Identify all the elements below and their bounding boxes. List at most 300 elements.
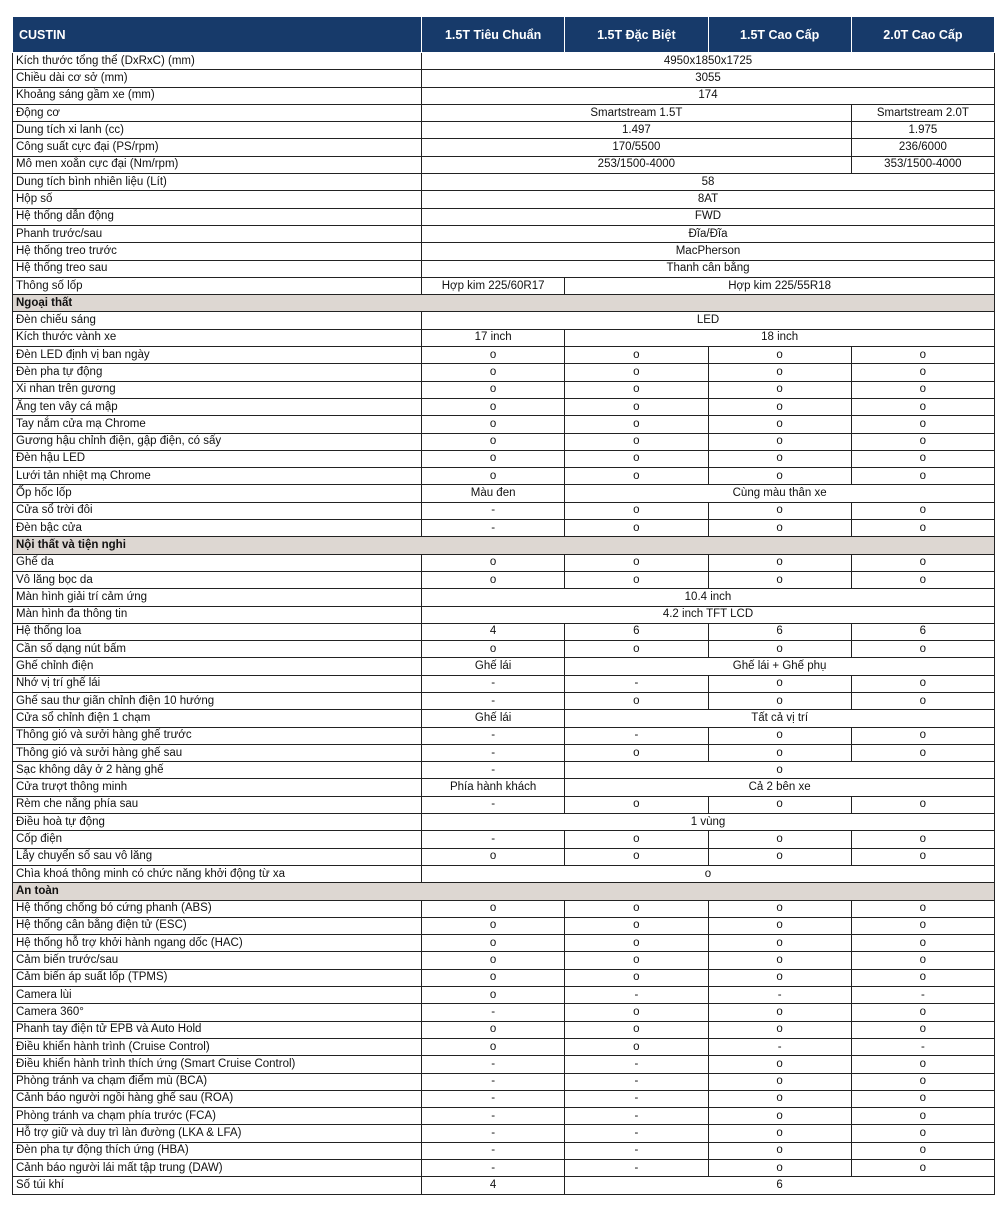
value-cell: - <box>851 1038 994 1055</box>
row-label: Hỗ trợ giữ và duy trì làn đường (LKA & LFA) <box>13 1125 422 1142</box>
value-cell: o <box>851 554 994 571</box>
row-label: Camera 360° <box>13 1004 422 1021</box>
row-label: Ốp hốc lốp <box>13 485 422 502</box>
section-title: Nội thất và tiện nghi <box>13 537 995 554</box>
table-row <box>13 468 995 485</box>
row-label: Động cơ <box>13 104 422 121</box>
spec-table <box>12 16 995 1195</box>
row-label: Màn hình đa thông tin <box>13 606 422 623</box>
value-cell: Màu đen <box>422 485 565 502</box>
table-row <box>13 779 995 796</box>
value-cell: o <box>851 969 994 986</box>
row-label: Chiều dài cơ sở (mm) <box>13 70 422 87</box>
value-cell: o <box>565 831 708 848</box>
value-cell: 1 vùng <box>422 814 995 831</box>
table-row <box>13 260 995 277</box>
row-label: Hộp số <box>13 191 422 208</box>
value-cell: 6 <box>565 623 708 640</box>
table-row <box>13 1021 995 1038</box>
value-cell: o <box>851 952 994 969</box>
value-cell: - <box>565 1142 708 1159</box>
value-cell: o <box>422 917 565 934</box>
value-cell: o <box>708 641 851 658</box>
value-cell: o <box>708 520 851 537</box>
value-cell: - <box>708 1038 851 1055</box>
row-label: Thông gió và sưởi hàng ghế trước <box>13 727 422 744</box>
value-cell: o <box>422 398 565 415</box>
table-row <box>13 70 995 87</box>
table-row <box>13 225 995 242</box>
value-cell: o <box>851 1073 994 1090</box>
value-cell: o <box>422 935 565 952</box>
row-label: Vô lăng bọc da <box>13 571 422 588</box>
row-label: Hệ thống cân bằng điện tử (ESC) <box>13 917 422 934</box>
value-cell: o <box>708 450 851 467</box>
value-cell: o <box>851 1160 994 1177</box>
value-cell: o <box>565 554 708 571</box>
value-cell: o <box>851 1056 994 1073</box>
value-cell: 6 <box>851 623 994 640</box>
spec-table-body <box>13 53 995 1195</box>
value-cell: o <box>708 727 851 744</box>
value-cell: o <box>565 935 708 952</box>
value-cell: o <box>708 433 851 450</box>
value-cell: o <box>422 450 565 467</box>
table-row <box>13 433 995 450</box>
value-cell: Tất cả vị trí <box>565 710 995 727</box>
row-label: Hệ thống dẫn động <box>13 208 422 225</box>
row-label: Điều khiển hành trình thích ứng (Smart Cruise Control) <box>13 1056 422 1073</box>
value-cell: o <box>708 1073 851 1090</box>
value-cell: 3055 <box>422 70 995 87</box>
value-cell: o <box>565 917 708 934</box>
value-cell: - <box>422 692 565 709</box>
value-cell: o <box>851 1021 994 1038</box>
row-label: Cảm biến trước/sau <box>13 952 422 969</box>
value-cell: - <box>565 1056 708 1073</box>
row-label: Kích thước vành xe <box>13 329 422 346</box>
table-row <box>13 762 995 779</box>
value-cell: o <box>565 347 708 364</box>
value-cell: o <box>708 935 851 952</box>
table-row <box>13 1004 995 1021</box>
table-row <box>13 104 995 121</box>
value-cell: o <box>422 969 565 986</box>
value-cell: o <box>422 900 565 917</box>
row-label: Cốp điện <box>13 831 422 848</box>
row-label: Phòng tránh va chạm điểm mù (BCA) <box>13 1073 422 1090</box>
value-cell: o <box>565 796 708 813</box>
row-label: Đèn bậc cửa <box>13 520 422 537</box>
table-row <box>13 1177 995 1194</box>
table-row <box>13 900 995 917</box>
value-cell: FWD <box>422 208 995 225</box>
row-label: Xi nhan trên gương <box>13 381 422 398</box>
row-label: Ghế chỉnh điện <box>13 658 422 675</box>
table-row <box>13 312 995 329</box>
row-label: Lưới tản nhiệt mạ Chrome <box>13 468 422 485</box>
table-row <box>13 969 995 986</box>
value-cell: o <box>851 1125 994 1142</box>
value-cell: o <box>851 935 994 952</box>
value-cell: o <box>565 641 708 658</box>
table-row <box>13 1142 995 1159</box>
table-row <box>13 658 995 675</box>
row-label: Cần số dạng nút bấm <box>13 641 422 658</box>
row-label: Cửa sổ chỉnh điện 1 chạm <box>13 710 422 727</box>
row-label: Hệ thống loa <box>13 623 422 640</box>
row-label: Đèn chiếu sáng <box>13 312 422 329</box>
value-cell: o <box>565 502 708 519</box>
table-row <box>13 848 995 865</box>
value-cell: o <box>565 1038 708 1055</box>
table-row <box>13 1090 995 1107</box>
row-label: Thông gió và sưởi hàng ghế sau <box>13 744 422 761</box>
value-cell: o <box>565 900 708 917</box>
value-cell: o <box>422 987 565 1004</box>
value-cell: Hợp kim 225/55R18 <box>565 277 995 294</box>
value-cell: - <box>565 1108 708 1125</box>
value-cell: - <box>422 1004 565 1021</box>
row-label: Thông số lốp <box>13 277 422 294</box>
value-cell: o <box>708 744 851 761</box>
value-cell: - <box>565 727 708 744</box>
row-label: Ghế da <box>13 554 422 571</box>
value-cell: o <box>565 450 708 467</box>
row-label: Cảnh báo người lái mất tập trung (DAW) <box>13 1160 422 1177</box>
value-cell: 4 <box>422 623 565 640</box>
row-label: Hệ thống chống bó cứng phanh (ABS) <box>13 900 422 917</box>
value-cell: o <box>565 571 708 588</box>
row-label: Lẫy chuyển số sau vô lăng <box>13 848 422 865</box>
value-cell: 8AT <box>422 191 995 208</box>
row-label: Hệ thống treo sau <box>13 260 422 277</box>
row-label: Đèn LED định vị ban ngày <box>13 347 422 364</box>
value-cell: o <box>565 381 708 398</box>
value-cell: o <box>851 450 994 467</box>
section-title: Ngoại thất <box>13 295 995 312</box>
value-cell: o <box>708 502 851 519</box>
row-label: Dung tích xi lanh (cc) <box>13 122 422 139</box>
row-label: Phanh trước/sau <box>13 225 422 242</box>
value-cell: Phía hành khách <box>422 779 565 796</box>
value-cell: Cùng màu thân xe <box>565 485 995 502</box>
table-row <box>13 243 995 260</box>
table-row <box>13 329 995 346</box>
value-cell: o <box>422 416 565 433</box>
value-cell: o <box>708 347 851 364</box>
value-cell: o <box>851 641 994 658</box>
value-cell: o <box>851 848 994 865</box>
table-row <box>13 571 995 588</box>
value-cell: 4 <box>422 1177 565 1194</box>
row-label: Camera lùi <box>13 987 422 1004</box>
table-row <box>13 935 995 952</box>
value-cell: 174 <box>422 87 995 104</box>
value-cell: o <box>708 831 851 848</box>
value-cell: Ghế lái + Ghế phụ <box>565 658 995 675</box>
value-cell: o <box>565 1021 708 1038</box>
value-cell: o <box>851 692 994 709</box>
value-cell: o <box>851 727 994 744</box>
value-cell: o <box>422 952 565 969</box>
row-label: Công suất cực đại (PS/rpm) <box>13 139 422 156</box>
table-row <box>13 692 995 709</box>
value-cell: o <box>565 744 708 761</box>
value-cell: o <box>565 762 995 779</box>
row-label: Cảnh báo người ngồi hàng ghế sau (ROA) <box>13 1090 422 1107</box>
value-cell: o <box>422 433 565 450</box>
table-row <box>13 502 995 519</box>
value-cell: o <box>851 433 994 450</box>
value-cell: o <box>708 969 851 986</box>
table-row <box>13 208 995 225</box>
table-row <box>13 416 995 433</box>
value-cell: - <box>565 675 708 692</box>
value-cell: - <box>422 1108 565 1125</box>
table-row <box>13 796 995 813</box>
section-title: An toàn <box>13 883 995 900</box>
row-label: Đèn hậu LED <box>13 450 422 467</box>
value-cell: o <box>708 692 851 709</box>
table-row <box>13 1108 995 1125</box>
header-cell-variant: 1.5T Cao Cấp <box>708 17 851 53</box>
table-row <box>13 1038 995 1055</box>
row-label: Nhớ vị trí ghế lái <box>13 675 422 692</box>
value-cell: o <box>851 1004 994 1021</box>
value-cell: o <box>708 952 851 969</box>
table-row <box>13 364 995 381</box>
value-cell: o <box>851 468 994 485</box>
table-row <box>13 606 995 623</box>
value-cell: - <box>565 1073 708 1090</box>
table-row <box>13 485 995 502</box>
table-row <box>13 277 995 294</box>
table-row <box>13 347 995 364</box>
value-cell: 236/6000 <box>851 139 994 156</box>
row-label: Cửa sổ trời đôi <box>13 502 422 519</box>
value-cell: - <box>565 987 708 1004</box>
value-cell: o <box>422 554 565 571</box>
value-cell: 10.4 inch <box>422 589 995 606</box>
value-cell: o <box>851 502 994 519</box>
table-row <box>13 641 995 658</box>
value-cell: 17 inch <box>422 329 565 346</box>
table-row <box>13 450 995 467</box>
value-cell: - <box>708 987 851 1004</box>
row-label: Hệ thống treo trước <box>13 243 422 260</box>
table-row <box>13 623 995 640</box>
value-cell: o <box>708 571 851 588</box>
row-label: Cửa trượt thông minh <box>13 779 422 796</box>
value-cell: o <box>708 364 851 381</box>
value-cell: o <box>708 398 851 415</box>
table-row <box>13 865 995 882</box>
value-cell: 1.975 <box>851 122 994 139</box>
table-row <box>13 675 995 692</box>
value-cell: o <box>708 917 851 934</box>
value-cell: Thanh cân bằng <box>422 260 995 277</box>
table-row <box>13 589 995 606</box>
value-cell: o <box>708 1021 851 1038</box>
value-cell: o <box>708 1160 851 1177</box>
value-cell: 4950x1850x1725 <box>422 53 995 70</box>
value-cell: o <box>708 848 851 865</box>
table-row <box>13 987 995 1004</box>
value-cell: o <box>708 1125 851 1142</box>
value-cell: o <box>565 1004 708 1021</box>
value-cell: o <box>565 520 708 537</box>
value-cell: - <box>422 675 565 692</box>
value-cell: - <box>422 520 565 537</box>
table-row <box>13 814 995 831</box>
table-row <box>13 398 995 415</box>
row-label: Điều khiển hành trình (Cruise Control) <box>13 1038 422 1055</box>
value-cell: Smartstream 1.5T <box>422 104 852 121</box>
table-row <box>13 1056 995 1073</box>
table-row <box>13 122 995 139</box>
row-label: Rèm che nắng phía sau <box>13 796 422 813</box>
value-cell: o <box>565 398 708 415</box>
table-row <box>13 191 995 208</box>
row-label: Số túi khí <box>13 1177 422 1194</box>
table-row <box>13 710 995 727</box>
value-cell: o <box>422 848 565 865</box>
value-cell: o <box>422 1021 565 1038</box>
value-cell: o <box>565 416 708 433</box>
value-cell: o <box>851 917 994 934</box>
value-cell: Ghế lái <box>422 710 565 727</box>
value-cell: - <box>422 1073 565 1090</box>
header-cell-variant: 1.5T Đặc Biệt <box>565 17 708 53</box>
table-row <box>13 174 995 191</box>
value-cell: o <box>565 969 708 986</box>
value-cell: o <box>565 692 708 709</box>
value-cell: o <box>708 554 851 571</box>
table-row <box>13 156 995 173</box>
value-cell: o <box>851 831 994 848</box>
row-label: Ghế sau thư giãn chỉnh điện 10 hướng <box>13 692 422 709</box>
value-cell: 58 <box>422 174 995 191</box>
value-cell: o <box>851 520 994 537</box>
value-cell: o <box>422 571 565 588</box>
value-cell: - <box>422 727 565 744</box>
value-cell: o <box>565 848 708 865</box>
value-cell: o <box>851 1142 994 1159</box>
value-cell: Hợp kim 225/60R17 <box>422 277 565 294</box>
header-cell-model: CUSTIN <box>13 17 422 53</box>
value-cell: o <box>708 468 851 485</box>
value-cell: o <box>422 865 995 882</box>
value-cell: - <box>422 762 565 779</box>
value-cell: 18 inch <box>565 329 995 346</box>
value-cell: o <box>851 381 994 398</box>
row-label: Tay nắm cửa mạ Chrome <box>13 416 422 433</box>
value-cell: 253/1500-4000 <box>422 156 852 173</box>
value-cell: - <box>565 1160 708 1177</box>
value-cell: o <box>708 1056 851 1073</box>
value-cell: o <box>851 900 994 917</box>
value-cell: 6 <box>708 623 851 640</box>
table-row <box>13 520 995 537</box>
value-cell: o <box>851 364 994 381</box>
value-cell: - <box>565 1125 708 1142</box>
value-cell: o <box>708 900 851 917</box>
value-cell: o <box>422 347 565 364</box>
value-cell: o <box>422 381 565 398</box>
section-header-row <box>13 883 995 900</box>
table-row <box>13 554 995 571</box>
value-cell: 6 <box>565 1177 995 1194</box>
value-cell: o <box>708 1108 851 1125</box>
value-cell: 1.497 <box>422 122 852 139</box>
value-cell: Đĩa/Đĩa <box>422 225 995 242</box>
value-cell: o <box>708 416 851 433</box>
value-cell: o <box>422 1038 565 1055</box>
row-label: Ăng ten vây cá mập <box>13 398 422 415</box>
row-label: Đèn pha tự động thích ứng (HBA) <box>13 1142 422 1159</box>
value-cell: o <box>565 468 708 485</box>
value-cell: - <box>422 1090 565 1107</box>
table-row <box>13 53 995 70</box>
table-row <box>13 381 995 398</box>
table-row <box>13 727 995 744</box>
value-cell: Smartstream 2.0T <box>851 104 994 121</box>
table-header-row <box>13 17 995 53</box>
row-label: Hệ thống hỗ trợ khởi hành ngang dốc (HAC) <box>13 935 422 952</box>
row-label: Khoảng sáng gầm xe (mm) <box>13 87 422 104</box>
value-cell: - <box>565 1090 708 1107</box>
value-cell: - <box>851 987 994 1004</box>
value-cell: Cả 2 bên xe <box>565 779 995 796</box>
row-label: Kích thước tổng thể (DxRxC) (mm) <box>13 53 422 70</box>
value-cell: 170/5500 <box>422 139 852 156</box>
value-cell: o <box>851 347 994 364</box>
row-label: Điều hoà tự động <box>13 814 422 831</box>
section-header-row <box>13 537 995 554</box>
row-label: Gương hậu chỉnh điện, gập điện, có sấy <box>13 433 422 450</box>
table-row <box>13 87 995 104</box>
row-label: Dung tích bình nhiên liệu (Lít) <box>13 174 422 191</box>
value-cell: o <box>422 468 565 485</box>
table-row <box>13 1160 995 1177</box>
table-row <box>13 139 995 156</box>
value-cell: o <box>708 675 851 692</box>
value-cell: o <box>708 1090 851 1107</box>
row-label: Chìa khoá thông minh có chức năng khởi động từ xa <box>13 865 422 882</box>
value-cell: o <box>851 1090 994 1107</box>
value-cell: o <box>708 381 851 398</box>
value-cell: o <box>708 796 851 813</box>
row-label: Phòng tránh va chạm phía trước (FCA) <box>13 1108 422 1125</box>
value-cell: - <box>422 744 565 761</box>
section-header-row <box>13 295 995 312</box>
table-row <box>13 1073 995 1090</box>
value-cell: 4.2 inch TFT LCD <box>422 606 995 623</box>
value-cell: - <box>422 1142 565 1159</box>
table-row <box>13 917 995 934</box>
value-cell: o <box>422 641 565 658</box>
value-cell: - <box>422 1160 565 1177</box>
value-cell: - <box>422 831 565 848</box>
table-row <box>13 831 995 848</box>
value-cell: o <box>851 1108 994 1125</box>
value-cell: o <box>851 744 994 761</box>
value-cell: MacPherson <box>422 243 995 260</box>
value-cell: o <box>565 433 708 450</box>
header-cell-variant: 2.0T Cao Cấp <box>851 17 994 53</box>
value-cell: LED <box>422 312 995 329</box>
